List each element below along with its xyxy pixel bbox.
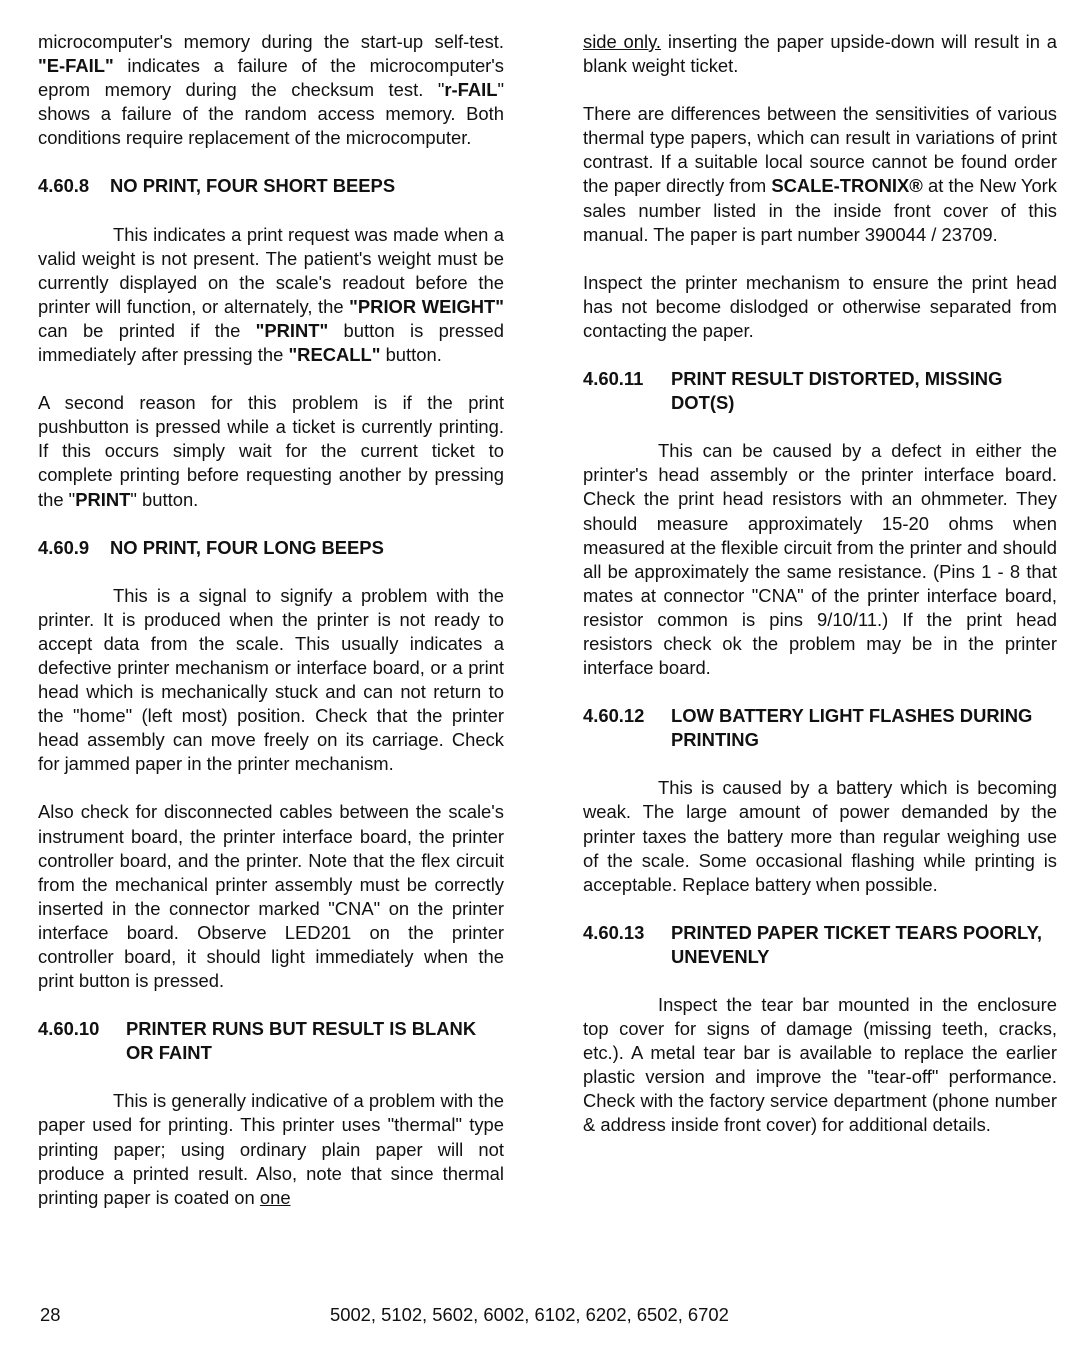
section-4-60-11-paragraph-1: This can be caused by a defect in either the printer's head assembly or the printer interface board. Check the print head resistors with an ohmmeter. They should measure approximately 15-20 ohms when measured at the flexible circuit from the printer and should all be approximately the same resistance. (Pins 1 - 8 that mates at connector "CNA" of the printer interface board, resistor common is pins 9/10/11.) If the print head resistors check ok the problem may be in the printer interface board. — [583, 440, 1057, 679]
right-column — [583, 30, 1057, 1162]
e-fail-code: "E-FAIL" — [38, 55, 114, 77]
section-4-60-13-paragraph-1: Inspect the tear bar mounted in the enclosure top cover for signs of damage (missing teeth, cracks, etc.). A metal tear bar is available to replace the earlier plastic version and improve the "tear-off" performance. Check with the factory service department (phone number & address inside front cover) for additional details. — [583, 994, 1057, 1136]
section-4-60-12-paragraph-1: This is caused by a battery which is becoming weak. The large amount of power demanded by the printer taxes the battery more than regular weighing use of the scale. Some occasional flashing while printing is acceptable. Replace battery when possible. — [583, 777, 1057, 895]
section-heading-4-60-12: 4.60.12 LOW BATTERY LIGHT FLASHES DURING PRINTING — [583, 705, 1033, 751]
section-heading-4-60-10: 4.60.10 PRINTER RUNS BUT RESULT IS BLANK OR FAINT — [38, 1018, 477, 1064]
section-heading-4-60-9: 4.60.9 NO PRINT, FOUR LONG BEEPS — [38, 536, 384, 558]
page-number: 28 — [40, 1304, 61, 1325]
section-4-60-8-paragraph-1: This indicates a print request was made when a valid weight is not present. The patient's weight must be currently displayed on the scale's readout before the printer will function, or alternately, the "PRIOR WEIGHT" can be printed if the "PRINT" button is pressed immediately after pressing the "RECALL" button. — [38, 223, 504, 366]
brand-name: SCALE-TRONIX® — [771, 175, 923, 197]
continued-paragraph: side only. inserting the paper upside-down will result in a blank weight ticket. — [583, 31, 1058, 77]
section-heading-4-60-8: 4.60.8 NO PRINT, FOUR SHORT BEEPS — [38, 175, 396, 197]
model-numbers: 5002, 5102, 5602, 6002, 6102, 6202, 6502, 6702 — [330, 1304, 729, 1325]
r-fail-code: r-FAIL — [444, 79, 498, 101]
section-4-60-9-paragraph-1: This is a signal to signify a problem with the printer. It is produced when the printer is not ready to accept data from the scale. This usually indicates a defective printer mechanism or interface board, or a print head which is mechanically stuck and can not return to the "home" (left most) position. Check that the printer head assembly can move freely on its carriage. Check for jammed paper in the printer mechanism. — [38, 584, 504, 775]
section-4-60-10-paragraph-1: This is generally indicative of a problem with the paper used for printing. This printer uses "thermal" type printing paper; using ordinary plain paper will not produce a printed result. Also, note that since thermal printing paper is coated on one — [38, 1090, 504, 1208]
intro-paragraph: microcomputer's memory during the start-up self-test. "E-FAIL" indicates a failure of the microcomputer's eprom memory during the checksum test. "r-FAIL" shows a failure of the random access memory. Both conditions require replacement of the microcomputer. — [38, 31, 504, 149]
section-4-60-8-paragraph-2: A second reason for this problem is if the print pushbutton is pressed while a ticket is currently printing. If this occurs simply wait for the current ticket to complete printing before requesting another by pressing the "PRINT" button. — [38, 392, 504, 510]
inspect-mechanism-paragraph: Inspect the printer mechanism to ensure the print head has not become dislodged or otherwise separated from contacting the paper. — [583, 271, 1057, 341]
section-4-60-9-paragraph-2: Also check for disconnected cables between the scale's instrument board, the printer interface board, the printer controller board, and the printer. Note that the flex circuit from the mechanical printer assembly must be correctly inserted in the connector marked "CNA" on the printer interface board. Observe LED201 on the printer controller board, it should light immediately when the print button is pressed. — [38, 801, 504, 992]
section-heading-4-60-11: 4.60.11 PRINT RESULT DISTORTED, MISSING DOT(S) — [583, 368, 1003, 414]
section-heading-4-60-13: 4.60.13 PRINTED PAPER TICKET TEARS POORLY, UNEVENLY — [583, 921, 1042, 967]
paper-sensitivity-paragraph: There are differences between the sensitivities of various thermal type papers, which can result in variations of print contrast. If a suitable local source cannot be found order the paper directly from SCALE-TRONIX® at the New York sales number listed in the inside front cover of this manual. The paper is part number 390044 / 23709. — [583, 103, 1057, 245]
left-column — [38, 30, 504, 1234]
